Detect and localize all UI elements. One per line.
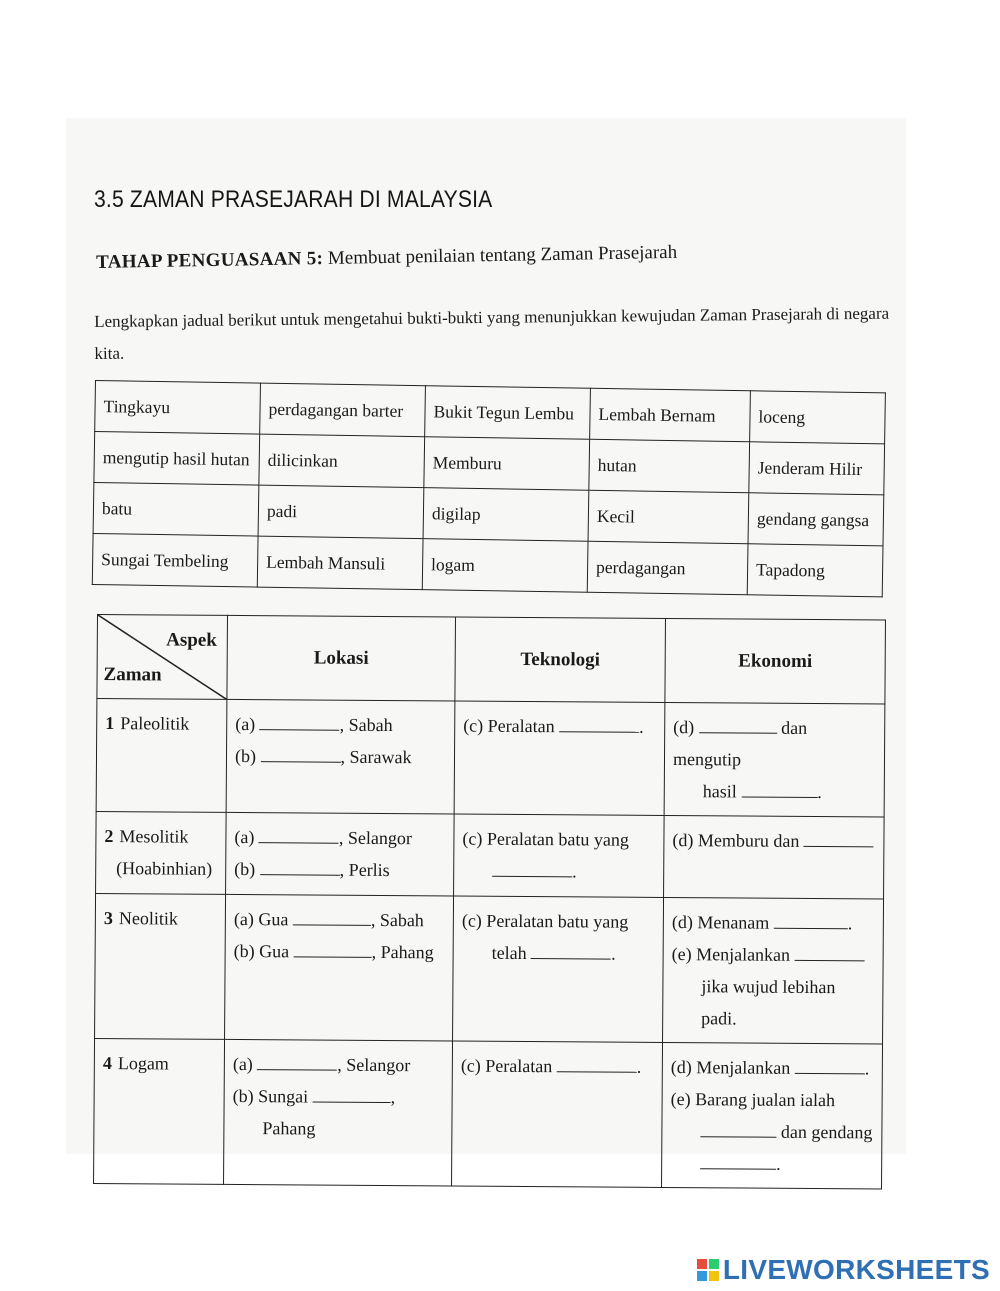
zaman-name: Neolitik — [118, 908, 178, 929]
item-text: , Pahang — [371, 941, 434, 963]
item-label: (c) — [460, 1055, 481, 1076]
item-text: Peralatan — [485, 1055, 553, 1077]
word-bank-item[interactable]: batu — [93, 482, 259, 536]
zaman-cell — [96, 811, 227, 894]
item-text: , Sabah — [370, 909, 424, 931]
header-teknologi: Teknologi — [455, 617, 666, 702]
item-text: , Sarawak — [340, 746, 412, 768]
answer-blank[interactable] — [259, 823, 339, 844]
word-bank-item[interactable]: Jenderam Hilir — [749, 442, 885, 495]
table-row — [96, 699, 885, 817]
item-text: Menjalankan — [696, 1057, 791, 1078]
zaman-cell — [96, 699, 227, 813]
lokasi-cell — [226, 699, 455, 814]
item-label: (b) — [232, 1085, 254, 1107]
answer-blank[interactable] — [795, 1054, 865, 1074]
diagonal-line — [97, 615, 228, 700]
header-zaman: Zaman — [103, 664, 162, 686]
item-label: (e) — [670, 1089, 691, 1110]
teknologi-cell: (c) Peralatan . — [454, 701, 665, 815]
item-text: , Selangor — [338, 827, 412, 849]
teknologi-cell: (c) Peralatan batu yang telah . — [453, 896, 664, 1042]
level-text: Membuat penilaian tentang Zaman Prasejarah — [327, 241, 678, 269]
answer-blank[interactable] — [700, 1117, 776, 1138]
word-bank-item[interactable]: Tapadong — [747, 544, 883, 597]
lokasi-cell — [225, 894, 454, 1041]
zaman-name: Mesolitik — [119, 826, 189, 847]
answer-blank[interactable] — [313, 1083, 391, 1104]
word-bank-item[interactable]: Tingkayu — [95, 381, 261, 435]
item-text: telah — [491, 942, 527, 964]
answer-blank[interactable] — [293, 905, 371, 926]
ekonomi-cell: (d) dan mengutip hasil . — [664, 702, 885, 817]
diagonal-header-cell — [97, 615, 228, 700]
ekonomi-cell: (d) Menjalankan . (e) Barang jualan ialah dan gendang . — [662, 1042, 883, 1189]
word-bank-item[interactable]: logam — [422, 539, 588, 593]
item-label: (a) — [235, 713, 256, 735]
item-text: Pahang — [262, 1118, 316, 1139]
word-bank-item[interactable]: dilicinkan — [259, 434, 425, 488]
word-bank-item[interactable]: perdagangan barter — [260, 383, 426, 437]
answer-blank[interactable] — [260, 855, 340, 876]
zaman-subname: (Hoabinhian) — [116, 858, 213, 879]
item-text: , Perlis — [339, 859, 390, 881]
item-label: (a) — [233, 908, 254, 930]
answer-blank[interactable] — [557, 1052, 637, 1073]
answer-blank[interactable] — [260, 742, 340, 763]
item-text: Peralatan — [487, 715, 555, 737]
zaman-cell — [94, 1038, 225, 1184]
zaman-cell — [95, 893, 226, 1039]
page-title: 3.5 ZAMAN PRASEJARAH DI MALAYSIA — [94, 186, 493, 213]
item-label: (d) — [673, 717, 695, 738]
item-text: , Selangor — [337, 1054, 411, 1076]
word-bank-item[interactable]: hutan — [589, 439, 750, 493]
item-text: dan mengutip — [672, 717, 808, 770]
header-lokasi: Lokasi — [227, 615, 456, 701]
answer-blank[interactable] — [260, 710, 340, 731]
item-text: Gua — [258, 909, 289, 930]
logo-square — [697, 1259, 707, 1269]
item-text: Menjalankan — [696, 944, 791, 965]
item-text: jika wujud lebihan padi. — [701, 976, 836, 1029]
answer-blank[interactable] — [559, 712, 639, 733]
ekonomi-cell: (d) Menanam . (e) Menjalankan jika wujud lebihan padi. — [663, 897, 884, 1044]
table-row — [94, 1038, 883, 1188]
word-bank-item[interactable]: loceng — [750, 391, 886, 444]
item-text: Menanam — [697, 912, 770, 933]
logo-square — [709, 1259, 719, 1269]
answer-blank[interactable] — [257, 1050, 337, 1071]
item-label: (b) — [233, 940, 255, 962]
item-text: , — [390, 1087, 396, 1108]
item-label: (c) — [463, 715, 484, 736]
item-text: Memburu dan — [697, 830, 800, 851]
item-text: , Sabah — [339, 714, 393, 736]
word-bank-item[interactable]: Kecil — [588, 490, 749, 544]
item-text: hasil — [702, 781, 737, 802]
row-number: 2 — [104, 826, 114, 847]
row-number: 4 — [102, 1053, 112, 1074]
word-bank-item[interactable]: perdagangan — [587, 541, 748, 595]
word-bank-item[interactable]: digilap — [423, 488, 589, 542]
table-header-row — [97, 615, 886, 704]
level-label: TAHAP PENGUASAAN 5: — [96, 248, 324, 273]
item-label: (b) — [234, 745, 257, 767]
item-label: (a) — [232, 1053, 253, 1075]
prehistory-table — [93, 614, 886, 1189]
word-bank-table — [92, 380, 886, 597]
answer-blank[interactable] — [741, 778, 817, 799]
item-label: (d) — [672, 830, 694, 851]
item-label: (c) — [462, 828, 483, 849]
word-bank-item[interactable]: Lembah Mansuli — [257, 536, 423, 590]
row-number: 3 — [103, 908, 113, 929]
answer-blank[interactable] — [699, 713, 777, 734]
answer-blank[interactable] — [700, 1149, 776, 1170]
answer-blank[interactable] — [795, 941, 865, 961]
zaman-name: Logam — [117, 1053, 169, 1074]
logo-square — [709, 1271, 719, 1281]
item-label: (d) — [671, 912, 693, 933]
answer-blank[interactable] — [804, 827, 874, 847]
item-label: (a) — [234, 826, 255, 848]
item-text: dan gendang — [780, 1121, 873, 1143]
item-label: (c) — [461, 910, 482, 931]
liveworksheets-logo[interactable] — [697, 1254, 990, 1286]
item-text: Barang jualan ialah — [695, 1089, 836, 1111]
logo-icon — [697, 1259, 719, 1281]
word-bank-item[interactable]: Lembah Bernam — [590, 388, 751, 442]
answer-blank[interactable] — [531, 939, 611, 960]
header-ekonomi: Ekonomi — [665, 618, 886, 704]
answer-blank[interactable] — [492, 857, 572, 878]
word-bank-item[interactable]: Sungai Tembeling — [92, 533, 258, 587]
zaman-name: Paleolitik — [120, 713, 190, 734]
item-text: Sungai — [258, 1086, 309, 1107]
answer-blank[interactable] — [294, 937, 372, 958]
item-text: Gua — [259, 941, 290, 962]
teknologi-cell: (c) Peralatan . — [452, 1041, 663, 1187]
word-bank-item[interactable]: Memburu — [424, 437, 590, 491]
teknologi-cell: (c) Peralatan batu yang . — [454, 814, 665, 897]
brand-text: LIVEWORKSHEETS — [722, 1254, 990, 1285]
instruction-text: Lengkapkan jadual berikut untuk mengetahui bukti-bukti yang menunjukkan kewujudan Zaman Prasejarah di negara kita. — [94, 303, 890, 363]
answer-blank[interactable] — [774, 909, 848, 930]
table-row — [96, 811, 885, 898]
item-label: (b) — [234, 858, 256, 880]
table-row — [95, 893, 884, 1043]
item-label: (d) — [670, 1057, 692, 1078]
row-number: 1 — [105, 713, 115, 734]
item-text: Peralatan batu yang — [486, 910, 629, 932]
lokasi-cell — [224, 1039, 453, 1186]
word-bank-item[interactable]: Bukit Tegun Lembu — [425, 386, 591, 440]
item-label: (e) — [671, 944, 692, 965]
word-bank-item[interactable]: padi — [258, 485, 424, 539]
word-bank-item[interactable]: gendang gangsa — [748, 493, 884, 546]
lokasi-cell — [226, 812, 455, 896]
ekonomi-cell — [664, 815, 885, 899]
logo-square — [697, 1271, 707, 1281]
word-bank-item[interactable]: mengutip hasil hutan — [94, 432, 260, 486]
item-text: Peralatan batu yang — [486, 828, 629, 850]
header-aspek: Aspek — [166, 629, 217, 651]
